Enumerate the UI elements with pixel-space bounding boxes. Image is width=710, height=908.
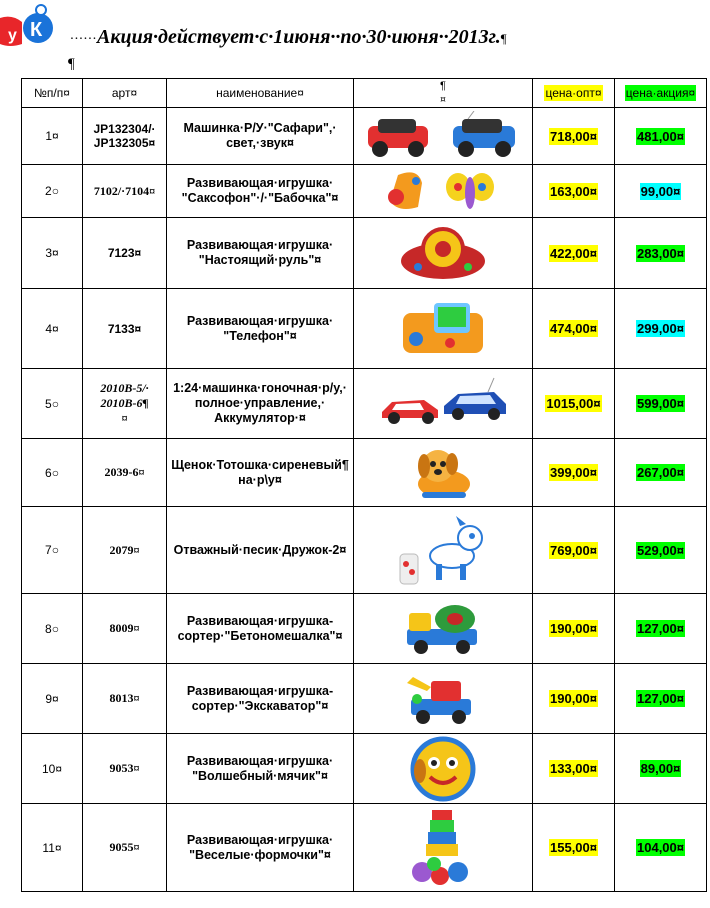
row-product-image — [354, 108, 533, 165]
race-cars-image — [357, 376, 529, 432]
row-product-name: Отважный·песик·Дружок-2¤ — [167, 507, 354, 594]
row-product-name: Развивающая·игрушка· "Волшебный·мячик"¤ — [167, 734, 354, 804]
price-action-value: 529,00¤ — [637, 542, 684, 558]
row-number: 5○ — [22, 369, 83, 439]
row-article: 2079¤ — [83, 507, 167, 594]
table-row — [22, 218, 707, 289]
row-number: 3¤ — [22, 218, 83, 289]
row-product-image — [354, 804, 533, 892]
row-article: 2010B-5/· 2010B-6¶ ¤ — [83, 369, 167, 439]
price-opt-value: 769,00¤ — [550, 542, 597, 558]
row-number: 8○ — [22, 594, 83, 664]
table-row — [22, 108, 707, 165]
col-header-num: №п/п¤ — [22, 79, 83, 108]
col-header-image-cellmark: ¤ — [440, 94, 446, 105]
row-number: 9¤ — [22, 664, 83, 734]
col-header-price-opt-label: цена·опт¤ — [545, 86, 602, 100]
row-article: 8009¤ — [83, 594, 167, 664]
row-price-action — [615, 804, 707, 892]
price-opt-value: 1015,00¤ — [546, 396, 601, 411]
rc-jeeps-image — [357, 111, 529, 161]
table-row — [22, 507, 707, 594]
row-product-image — [354, 594, 533, 664]
steering-wheel-image — [357, 223, 529, 283]
col-header-name: наименование¤ — [167, 79, 354, 108]
col-header-price-opt — [533, 79, 615, 108]
row-article: 7133¤ — [83, 289, 167, 369]
row-product-image — [354, 439, 533, 507]
price-opt-value: 133,00¤ — [550, 761, 597, 776]
row-price-opt — [533, 734, 615, 804]
row-price-opt — [533, 439, 615, 507]
price-opt-value: 190,00¤ — [550, 691, 597, 706]
row-price-action — [615, 369, 707, 439]
price-action-value: 599,00¤ — [637, 396, 684, 411]
row-price-opt — [533, 804, 615, 892]
price-action-value: 481,00¤ — [637, 128, 684, 144]
excavator-image — [357, 669, 529, 729]
row-product-name: 1:24·машинка·гоночная·р/у,· полное·управление,· Аккумулятор·¤ — [167, 369, 354, 439]
row-product-name: Развивающая·игрушка· "Саксофон"·/·"Бабочка"¤ — [167, 165, 354, 218]
magic-ball-image — [357, 735, 529, 803]
price-opt-value: 155,00¤ — [550, 840, 597, 855]
row-product-image — [354, 289, 533, 369]
row-number: 1¤ — [22, 108, 83, 165]
row-product-image — [354, 369, 533, 439]
row-number: 2○ — [22, 165, 83, 218]
price-opt-value: 474,00¤ — [550, 321, 597, 336]
row-price-action — [615, 439, 707, 507]
table-row — [22, 369, 707, 439]
row-product-name: Развивающая·игрушка· "Телефон"¤ — [167, 289, 354, 369]
row-price-opt — [533, 594, 615, 664]
row-price-action — [615, 108, 707, 165]
price-opt-value: 718,00¤ — [550, 128, 597, 144]
price-table — [21, 78, 707, 892]
stacking-cups-image — [357, 806, 529, 890]
row-price-action — [615, 594, 707, 664]
price-opt-value: 190,00¤ — [550, 621, 597, 636]
row-product-name: Развивающая·игрушка- сортер·"Бетономешалка"¤ — [167, 594, 354, 664]
row-product-image — [354, 664, 533, 734]
heading-paragraph-mark: ¶ — [500, 31, 507, 46]
row-price-opt — [533, 664, 615, 734]
price-opt-value: 163,00¤ — [550, 183, 597, 199]
svg-text:у: у — [8, 27, 17, 44]
puppy-image — [357, 444, 529, 502]
row-product-image — [354, 218, 533, 289]
price-action-value: 89,00¤ — [640, 761, 681, 776]
table-row — [22, 804, 707, 892]
row-article: 8013¤ — [83, 664, 167, 734]
row-price-opt — [533, 507, 615, 594]
price-opt-value: 399,00¤ — [550, 465, 597, 480]
table-row — [22, 289, 707, 369]
price-action-value: 283,00¤ — [637, 245, 684, 261]
price-action-value: 104,00¤ — [637, 840, 684, 855]
col-header-price-action — [615, 79, 707, 108]
row-price-opt — [533, 165, 615, 218]
row-product-image — [354, 734, 533, 804]
row-price-action — [615, 734, 707, 804]
price-action-value: 99,00¤ — [640, 183, 681, 199]
row-number: 11¤ — [22, 804, 83, 892]
col-header-art: арт¤ — [83, 79, 167, 108]
row-article: 9053¤ — [83, 734, 167, 804]
price-action-value: 127,00¤ — [637, 691, 684, 706]
row-product-image — [354, 165, 533, 218]
row-price-action — [615, 507, 707, 594]
price-action-value: 299,00¤ — [637, 321, 684, 336]
row-price-action — [615, 165, 707, 218]
row-price-opt — [533, 369, 615, 439]
row-price-action — [615, 289, 707, 369]
row-article: JP132304/· JP132305¤ — [83, 108, 167, 165]
row-number: 7○ — [22, 507, 83, 594]
toy-phone-image — [357, 299, 529, 359]
heading-title: Акция·действует·с·1июня··по·30·июня··2013г. — [97, 26, 501, 48]
robot-dog-image — [357, 514, 529, 586]
row-article: 7123¤ — [83, 218, 167, 289]
price-opt-value: 422,00¤ — [550, 245, 597, 261]
row-article: 9055¤ — [83, 804, 167, 892]
col-header-image-mark: ¶ — [440, 79, 446, 92]
company-logo — [0, 0, 54, 50]
row-price-action — [615, 218, 707, 289]
price-action-value: 127,00¤ — [637, 621, 684, 636]
heading-dots: ······ — [70, 32, 97, 47]
row-number: 6○ — [22, 439, 83, 507]
row-number: 10¤ — [22, 734, 83, 804]
row-product-image — [354, 507, 533, 594]
row-price-action — [615, 664, 707, 734]
col-header-price-action-label: цена·акция¤ — [625, 86, 696, 100]
table-row — [22, 594, 707, 664]
row-product-name: Щенок·Тотошка·сиреневый¶ на·р\у¤ — [167, 439, 354, 507]
col-header-image — [354, 79, 533, 108]
row-number: 4¤ — [22, 289, 83, 369]
row-product-name: Машинка·Р/У·"Сафари",· свет,·звук¤ — [167, 108, 354, 165]
row-product-name: Развивающая·игрушка· "Веселые·формочки"¤ — [167, 804, 354, 892]
table-row — [22, 734, 707, 804]
saxophone-butterfly-image — [357, 167, 529, 215]
cement-mixer-image — [357, 599, 529, 659]
row-price-opt — [533, 108, 615, 165]
table-header-row — [22, 79, 707, 108]
paragraph-mark: ¶ — [68, 56, 75, 72]
row-product-name: Развивающая·игрушка· "Настоящий·руль"¤ — [167, 218, 354, 289]
row-article: 2039-6¤ — [83, 439, 167, 507]
table-row — [22, 165, 707, 218]
promo-heading — [70, 26, 507, 49]
logo-letter: К — [30, 19, 43, 41]
table-row — [22, 664, 707, 734]
table-row — [22, 439, 707, 507]
row-price-opt — [533, 289, 615, 369]
price-action-value: 267,00¤ — [637, 465, 684, 480]
row-product-name: Развивающая·игрушка- сортер·"Экскаватор"¤ — [167, 664, 354, 734]
row-article: 7102/·7104¤ — [83, 165, 167, 218]
row-price-opt — [533, 218, 615, 289]
